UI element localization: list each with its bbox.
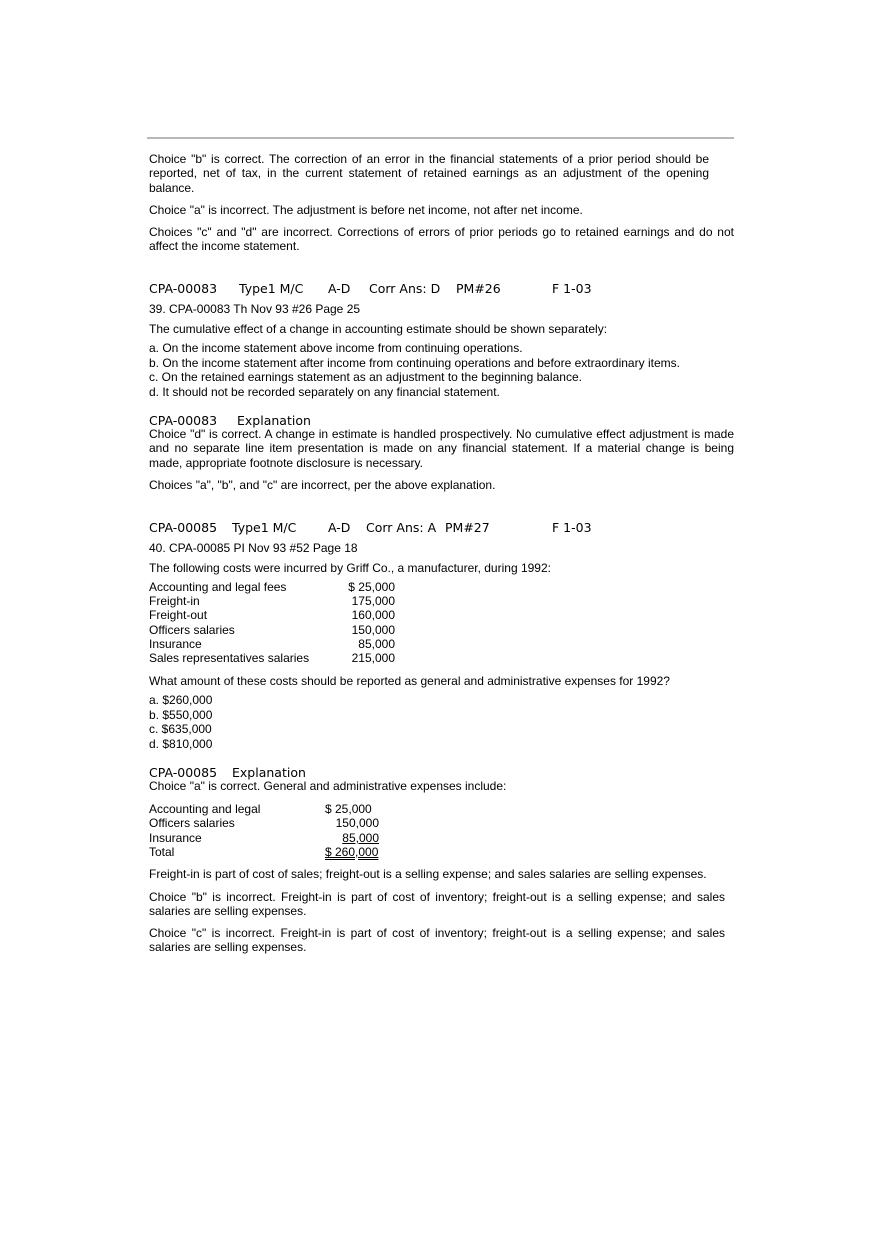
cost-label: Officers salaries — [149, 623, 235, 637]
answer-choice: c. On the retained earnings statement as an adjustment to the beginning balance. — [149, 370, 582, 384]
correct-answer: Corr Ans: D — [369, 281, 441, 296]
cost-value: 215,000 — [351, 651, 395, 665]
cost-label: Freight-out — [149, 608, 208, 622]
cost-value: 160,000 — [351, 608, 395, 622]
question-text: The cumulative effect of a change in accounting estimate should be shown separately: — [149, 322, 608, 336]
paragraph: Choices "c" and "d" are incorrect. Corrections of errors of prior periods go to retained earnings and do not affect the income statement. — [149, 225, 734, 254]
explanation-id: CPA-00083 — [149, 413, 218, 428]
ga-value: 150,000 — [335, 816, 379, 830]
cost-label: Accounting and legal fees — [149, 580, 287, 594]
ga-label: Officers salaries — [149, 816, 235, 830]
answer-choice: d. $810,000 — [149, 737, 213, 751]
ga-label: Total — [149, 845, 175, 859]
ga-value: $ 25,000 — [325, 802, 372, 816]
cost-label: Freight-in — [149, 594, 200, 608]
ga-label: Insurance — [149, 831, 202, 845]
cost-label: Insurance — [149, 637, 202, 651]
cost-label: Sales representatives salaries — [149, 651, 310, 665]
cost-value: 150,000 — [351, 623, 395, 637]
explanation-text: Freight-in is part of cost of sales; freight-out is a selling expense; and sales salaries are selling expenses. — [149, 867, 707, 881]
correct-answer: Corr Ans: A — [366, 520, 437, 535]
explanation-text: Choice "b" is incorrect. Freight-in is part of cost of inventory; freight-out is a selling expense; and sales salaries are selling expenses. — [149, 890, 725, 919]
ga-total-value: $ 260,000 — [325, 845, 379, 859]
cost-value: $ 25,000 — [348, 580, 395, 594]
question-level: A-D — [328, 281, 351, 296]
question-level: A-D — [328, 520, 351, 535]
explanation-text: Choice "d" is correct. A change in estimate is handled prospectively. No cumulative effect adjustment is made and no separate line item presentation is made on any financial statement. If a material change is being made, appropriate footnote disclosure is necessary. — [149, 427, 734, 470]
question-id: CPA-00083 — [149, 281, 218, 296]
pm-number: PM#27 — [445, 520, 490, 535]
answer-choice: d. It should not be recorded separately on any financial statement. — [149, 385, 500, 399]
question-type: Type1 M/C — [239, 281, 304, 296]
explanation-text: Choice "a" is correct. General and administrative expenses include: — [149, 779, 507, 793]
question-text: The following costs were incurred by Griff Co., a manufacturer, during 1992: — [149, 561, 551, 575]
paragraph: Choice "b" is correct. The correction of an error in the financial statements of a prior period should be reported, net of tax, in the current statement of retained earnings as an adjustment of the opening balance. — [149, 152, 709, 195]
cost-value: 175,000 — [351, 594, 395, 608]
question-reference: 40. CPA-00085 PI Nov 93 #52 Page 18 — [149, 541, 358, 555]
section-code: F 1-03 — [552, 281, 592, 296]
explanation-text: Choice "c" is incorrect. Freight-in is part of cost of inventory; freight-out is a selling expense; and sales salaries are selling expenses. — [149, 926, 725, 955]
paragraph: Choice "a" is incorrect. The adjustment is before net income, not after net income. — [149, 203, 583, 217]
header-rule — [147, 137, 734, 139]
explanation-label: Explanation — [237, 413, 311, 428]
section-code: F 1-03 — [552, 520, 592, 535]
explanation-label: Explanation — [232, 765, 306, 780]
ga-value: 85,000 — [342, 831, 379, 845]
question-type: Type1 M/C — [232, 520, 297, 535]
explanation-text: Choices "a", "b", and "c" are incorrect, per the above explanation. — [149, 478, 496, 492]
answer-choice: a. On the income statement above income from continuing operations. — [149, 341, 523, 355]
question-reference: 39. CPA-00083 Th Nov 93 #26 Page 25 — [149, 302, 361, 316]
pm-number: PM#26 — [456, 281, 501, 296]
question-id: CPA-00085 — [149, 520, 218, 535]
ga-label: Accounting and legal — [149, 802, 261, 816]
answer-choice: b. On the income statement after income from continuing operations and before extraordinary items. — [149, 356, 680, 370]
question-text: What amount of these costs should be reported as general and administrative expenses for 1992? — [149, 674, 670, 688]
cost-value: 85,000 — [358, 637, 395, 651]
answer-choice: a. $260,000 — [149, 693, 213, 707]
answer-choice: c. $635,000 — [149, 722, 212, 736]
answer-choice: b. $550,000 — [149, 708, 213, 722]
explanation-id: CPA-00085 — [149, 765, 218, 780]
